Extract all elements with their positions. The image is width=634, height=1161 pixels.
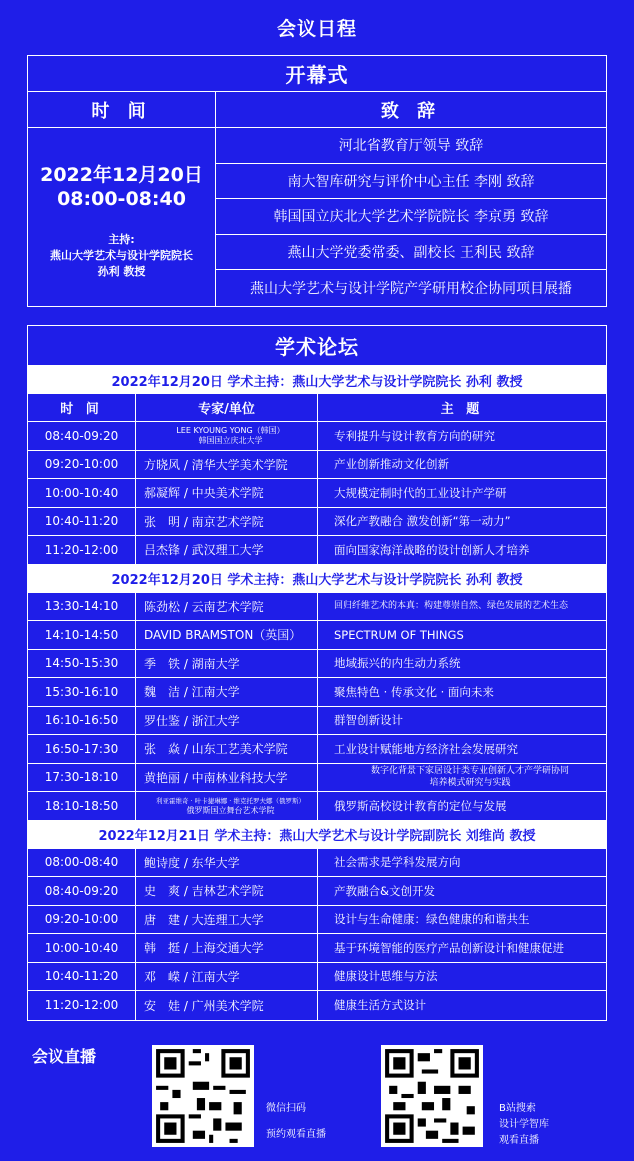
row-time: 11:20-12:00 [28,991,136,1020]
wechat-caption-line: 预约观看直播 [266,1129,326,1140]
academic-forum-table [27,325,607,1021]
forum-column-header [28,394,606,422]
opening-col-speech: 致 辞 [380,100,442,122]
table-row [28,508,606,537]
row-time: 10:40-11:20 [28,508,136,536]
row-expert: 魏 洁 / 江南大学 [136,678,318,706]
table-row [28,479,606,508]
row-time: 08:00-08:40 [28,849,136,877]
row-time: 18:10-18:50 [28,792,136,820]
table-row [28,991,606,1020]
opening-host-title: 燕山大学艺术与设计学院院长 [50,249,193,262]
opening-host-name: 孙利 教授 [97,265,146,278]
row-topic: SPECTRUM OF THINGS [334,627,464,642]
bilibili-qr-code-icon[interactable] [381,1045,483,1147]
row-time: 13:30-14:10 [28,593,136,621]
row-time: 10:00-10:40 [28,934,136,962]
session-header: 2022年12月20日 学术主持：燕山大学艺术与设计学院院长 孙利 教授 [28,565,606,593]
opening-header-row [28,92,606,128]
table-row [28,650,606,679]
row-expert: 罗仕鉴 / 浙江大学 [136,707,318,735]
row-topic: 面向国家海洋战略的设计创新人才培养 [334,542,530,557]
row-topic: 专利提升与设计教育方向的研究 [334,428,495,443]
col-topic: 主 题 [440,402,484,417]
row-time: 08:40-09:20 [28,422,136,450]
row-expert: 方晓风 / 清华大学美术学院 [136,451,318,479]
row-expert: 鲍诗度 / 东华大学 [136,849,318,877]
row-expert: 陈劲松 / 云南艺术学院 [136,593,318,621]
row-expert-name: LEE KYOUNG YONG（韩国） [176,425,285,435]
row-expert-unit: 韩国国立庆北大学 [198,435,263,445]
session-header: 2022年12月21日 学术主持：燕山大学艺术与设计学院副院长 刘维尚 教授 [28,821,606,849]
speech-item: 韩国国立庆北大学艺术学院院长 李京勇 致辞 [216,199,606,235]
row-topic: 产业创新推动文化创新 [334,457,449,472]
row-expert: DAVID BRAMSTON（英国） [136,621,318,649]
table-row [28,849,606,878]
opening-speech-list [216,128,606,306]
col-expert: 专家/单位 [136,394,318,421]
row-topic: 聚焦特色 · 传承文化 · 面向未来 [334,684,494,699]
row-expert: 张 焱 / 山东工艺美术学院 [136,735,318,763]
row-topic: 俄罗斯高校设计教育的定位与发展 [334,798,507,813]
table-row [28,735,606,764]
row-topic: 工业设计赋能地方经济社会发展研究 [334,741,518,756]
wechat-caption [266,1101,326,1143]
row-expert [136,422,318,450]
opening-col-time: 时 间 [28,92,216,127]
qr-code-icon [152,1045,254,1147]
table-row [28,593,606,622]
speech-item: 河北省教育厅领导 致辞 [216,128,606,164]
row-topic: 地域振兴的内生动力系统 [334,656,461,671]
table-row [28,963,606,992]
opening-title: 开幕式 [28,56,606,92]
row-topic: 回归纤维艺术的本真：构建尊崇自然、绿色发展的艺术生态 [334,601,569,612]
row-topic-line: 培养模式研究与实践 [429,778,511,789]
opening-time-cell [28,128,216,306]
row-expert: 张 明 / 南京艺术学院 [136,508,318,536]
table-row [28,678,606,707]
table-row [28,764,606,793]
table-row [28,621,606,650]
row-time: 14:10-14:50 [28,621,136,649]
qr-code-icon [381,1045,483,1147]
row-time: 17:30-18:10 [28,764,136,792]
row-expert: 安 娃 / 广州美术学院 [136,991,318,1020]
row-expert: 史 爽 / 吉林艺术学院 [136,877,318,905]
row-topic-line: 数字化背景下家居设计类专业创新人才产学研协同 [370,766,569,777]
col-time: 时 间 [28,394,136,421]
row-time: 08:40-09:20 [28,877,136,905]
row-time: 10:00-10:40 [28,479,136,507]
row-expert: 季 铁 / 湖南大学 [136,650,318,678]
bilibili-caption-line: 观看直播 [499,1135,539,1146]
row-time: 11:20-12:00 [28,536,136,564]
row-expert: 韩 挺 / 上海交通大学 [136,934,318,962]
session-header: 2022年12月20日 学术主持：燕山大学艺术与设计学院院长 孙利 教授 [28,366,606,394]
forum-title: 学术论坛 [28,326,606,366]
row-expert: 邓 嵘 / 江南大学 [136,963,318,991]
row-expert: 唐 建 / 大连理工大学 [136,906,318,934]
bilibili-caption [499,1101,549,1149]
row-expert: 黄艳丽 / 中南林业科技大学 [136,764,318,792]
row-topic [318,764,606,792]
row-topic: 大规模定制时代的工业设计产学研 [334,485,507,500]
wechat-qr-code-icon[interactable] [152,1045,254,1147]
row-time: 16:10-16:50 [28,707,136,735]
page-title: 会议日程 [276,18,357,40]
opening-ceremony-table [27,55,607,307]
row-topic: 基于环境智能的医疗产品创新设计和健康促进 [334,940,564,955]
table-row [28,422,606,451]
speech-item: 燕山大学党委常委、副校长 王利民 致辞 [216,235,606,271]
row-expert-unit: 俄罗斯国立舞台艺术学院 [186,805,275,815]
opening-date: 2022年12月20日 [40,164,203,186]
row-topic: 深化产教融合 激发创新“第一动力” [334,514,511,529]
row-time: 16:50-17:30 [28,735,136,763]
row-time: 09:20-10:00 [28,451,136,479]
table-row [28,934,606,963]
wechat-caption-line: 微信扫码 [266,1103,306,1114]
row-topic: 群智创新设计 [334,713,403,728]
bilibili-caption-line: 设计学智库 [499,1119,549,1130]
row-time: 14:50-15:30 [28,650,136,678]
table-row [28,707,606,736]
row-topic: 设计与生命健康：绿色健康的和谐共生 [334,912,530,927]
table-row [28,451,606,480]
row-topic: 社会需求是学科发展方向 [334,855,461,870]
row-topic: 健康生活方式设计 [334,998,426,1013]
opening-time: 08:00-08:40 [57,188,186,210]
live-title: 会议直播 [32,1047,97,1066]
speech-item: 南大智库研究与评价中心主任 李刚 致辞 [216,164,606,200]
row-expert: 郝凝辉 / 中央美术学院 [136,479,318,507]
table-row [28,906,606,935]
row-time: 09:20-10:00 [28,906,136,934]
row-topic: 产教融合&文创开发 [334,883,435,898]
table-row [28,536,606,565]
row-time: 15:30-16:10 [28,678,136,706]
row-time: 10:40-11:20 [28,963,136,991]
table-row [28,792,606,821]
opening-host-label: 主持: [108,233,135,246]
row-expert-name: 利亚霍维奇 · 叶卡捷琳娜 · 维克托罗夫娜（俄罗斯） [156,796,305,805]
table-row [28,877,606,906]
speech-item: 燕山大学艺术与设计学院产学研用校企协同项目展播 [250,281,572,298]
bilibili-caption-line: B站搜索 [499,1103,536,1114]
row-expert [136,792,318,820]
row-topic: 健康设计思维与方法 [334,969,438,984]
row-expert: 吕杰锋 / 武汉理工大学 [136,536,318,564]
